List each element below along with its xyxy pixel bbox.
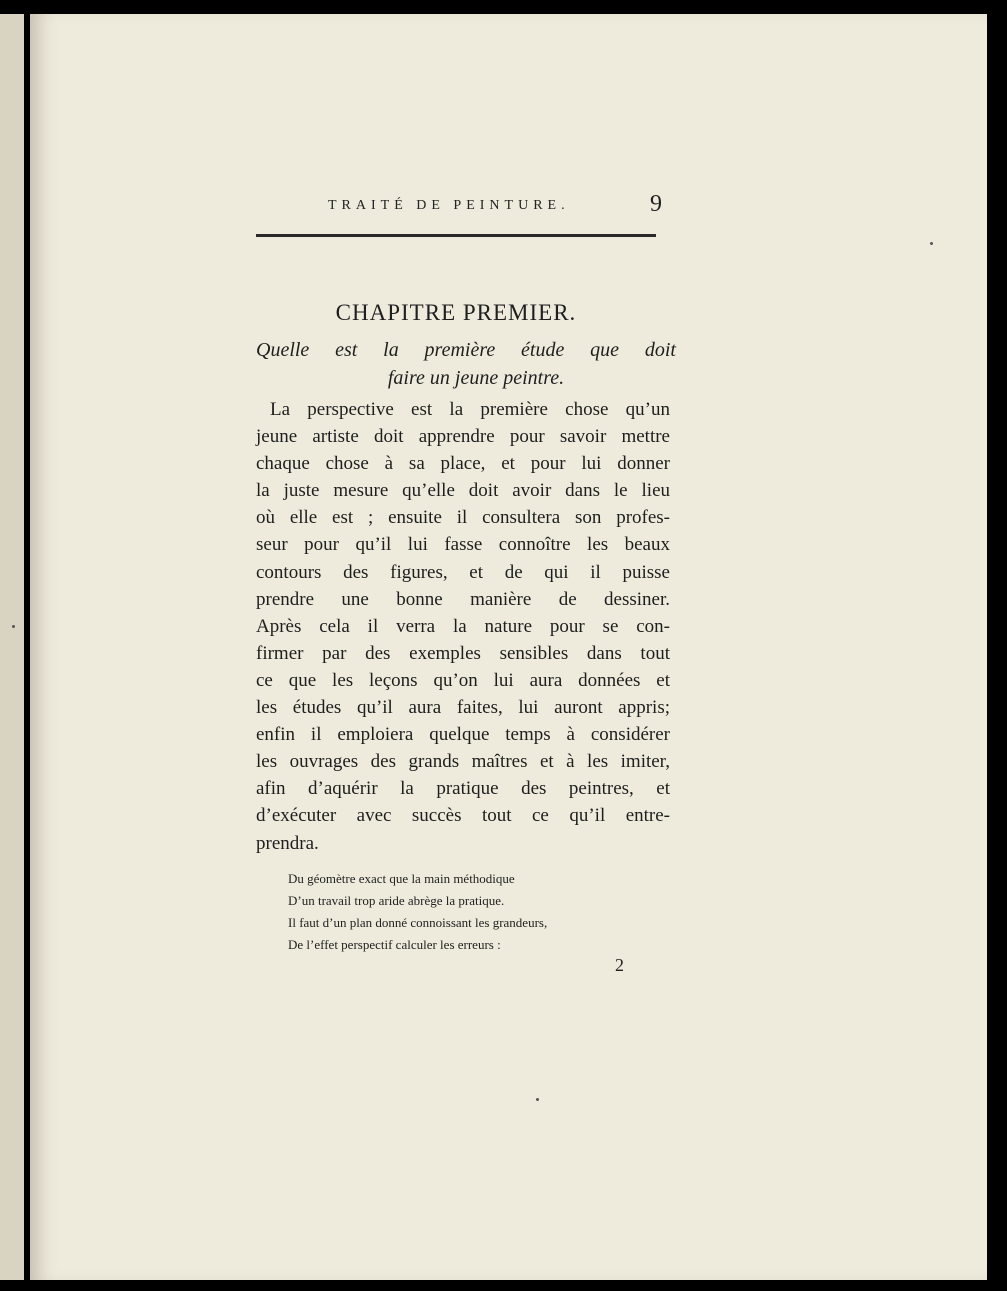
paper-speck — [536, 1098, 539, 1101]
verse-quotation — [288, 868, 648, 956]
body-line: Après cela il verra la nature pour se con- — [256, 615, 670, 637]
body-line: afin d’aquérir la pratique des peintres, et — [256, 778, 670, 800]
body-line: enfin il emploiera quelque temps à considérer — [256, 724, 670, 746]
body-line: ce que les leçons qu’on lui aura données et — [256, 669, 670, 691]
verse-line: D’un travail trop aride abrège la pratique. — [288, 893, 505, 908]
body-line: jeune artiste doit apprendre pour savoir mettre — [256, 426, 670, 448]
body-line: seur pour qu’il lui fasse connoître les beaux — [256, 534, 670, 556]
body-line: firmer par des exemples sensibles dans tout — [256, 642, 670, 664]
body-line: prendre une bonne manière de dessiner. — [256, 588, 670, 610]
verse-line: Il faut d’un plan donné connoissant les grandeurs, — [288, 915, 548, 930]
previous-page-edge — [0, 14, 24, 1280]
body-line: les ouvrages des grands maîtres et à les imiter, — [256, 751, 670, 773]
running-head — [300, 185, 660, 225]
body-line: d’exécuter avec succès tout ce qu’il entre- — [256, 805, 670, 827]
body-line: chaque chose à sa place, et pour lui donner — [256, 453, 670, 475]
running-title: TRAITÉ DE PEINTURE. — [328, 198, 570, 213]
chapter-title: CHAPITRE PREMIER. — [335, 300, 577, 325]
signature-mark: 2 — [615, 955, 624, 975]
page-number: 9 — [650, 191, 662, 217]
subtitle-line: faire un jeune peintre. — [387, 367, 565, 389]
body-line: contours des figures, et de qui il puisse — [256, 561, 670, 583]
header-rule — [256, 234, 656, 237]
verse-line: Du géomètre exact que la main méthodique — [288, 871, 515, 886]
body-line: La perspective est la première chose qu’un — [270, 399, 670, 420]
paper-speck — [930, 242, 933, 245]
body-line: où elle est ; ensuite il consultera son profes- — [256, 507, 670, 529]
body-text — [256, 396, 670, 857]
chapter-subtitle — [256, 336, 676, 392]
verse-line: De l’effet perspectif calculer les erreurs : — [288, 937, 501, 952]
subtitle-line: Quelle est la première étude que doit — [256, 339, 676, 361]
body-line: la juste mesure qu’elle doit avoir dans le lieu — [256, 480, 670, 502]
body-line: prendra. — [256, 832, 319, 854]
body-line: les études qu’il aura faites, lui auront appris; — [256, 697, 670, 719]
paper-speck — [12, 625, 15, 628]
